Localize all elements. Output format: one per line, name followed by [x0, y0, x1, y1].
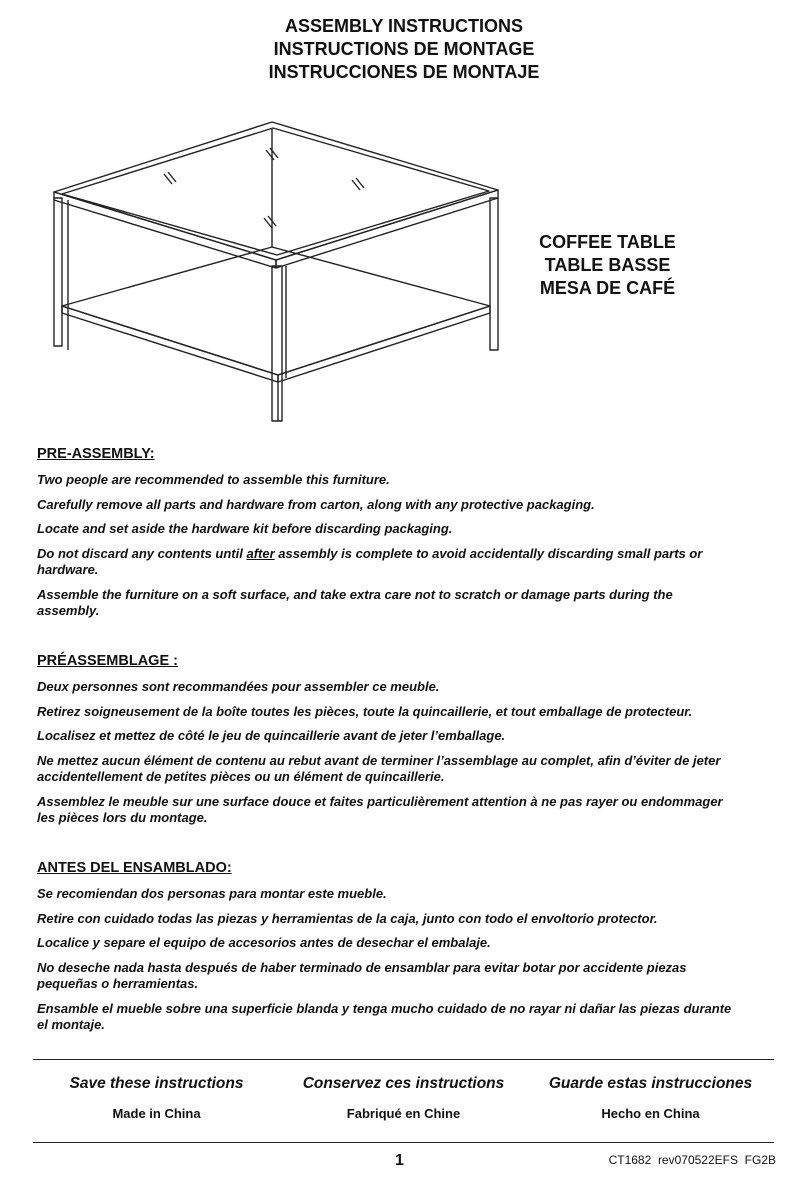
made-in-spanish: Hecho en China	[601, 1106, 700, 1121]
instruction-item: Deux personnes sont recommandées pour assembler ce meuble.	[37, 679, 440, 694]
instruction-item: No deseche nada hasta después de haber terminado de ensamblar para evitar botar por accidente piezas pequeñas o herramientas.	[37, 959, 687, 991]
instruction-text: assembly is complete to avoid accidentally discarding small parts or hardware.	[37, 545, 703, 577]
instruction-item: Assemblez le meuble sur une surface douce et faites particulièrement attention à ne pas rayer ou endommager les pièces lors du montage.	[37, 793, 723, 825]
section-heading: PRE-ASSEMBLY:	[37, 446, 155, 462]
pre-assembly-english-section	[37, 446, 737, 628]
instruction-item: Two people are recommended to assemble this furniture.	[37, 472, 390, 487]
instruction-item: Carefully remove all parts and hardware from carton, along with any protective packaging.	[37, 496, 595, 512]
save-instructions-spanish: Guarde estas instrucciones	[548, 1075, 753, 1092]
pre-assembly-french-section	[37, 653, 737, 835]
save-instructions-row	[33, 1075, 774, 1093]
pre-assembly-spanish-section	[37, 860, 737, 1042]
product-name-block	[500, 231, 715, 300]
section-heading: PRÉASSEMBLAGE :	[37, 653, 178, 669]
instruction-item: Retire con cuidado todas las piezas y herramientas de la caja, junto con todo el envoltorio protector.	[37, 910, 658, 926]
product-name-french: TABLE BASSE	[544, 255, 671, 275]
instruction-item	[37, 546, 737, 579]
title-spanish: INSTRUCCIONES DE MONTAJE	[268, 62, 540, 82]
instruction-text: Do not discard any contents until	[37, 545, 247, 561]
instruction-item: Localice y separe el equipo de accesorios antes de desechar el embalaje.	[37, 935, 491, 950]
footer-top-divider	[33, 1059, 774, 1060]
save-instructions-french: Conservez ces instructions	[302, 1075, 505, 1092]
instruction-item: Retirez soigneusement de la boîte toutes les pièces, toute la quincaillerie, et tout emballage de protecteur.	[37, 703, 693, 719]
section-heading: ANTES DEL ENSAMBLADO:	[37, 860, 232, 876]
made-in-english: Made in China	[112, 1106, 201, 1121]
instruction-item: Locate and set aside the hardware kit before discarding packaging.	[37, 521, 453, 536]
underlined-word: after	[246, 545, 275, 561]
title-french: INSTRUCTIONS DE MONTAGE	[273, 39, 535, 59]
instruction-item: Ne mettez aucun élément de contenu au rebut avant de terminer l’assemblage au complet, afin d’éviter de jeter accidentellement de petites pièces ou un élément de quincaillerie.	[37, 752, 721, 784]
made-in-row	[33, 1106, 774, 1121]
instruction-item: Ensamble el mueble sobre una superficie blanda y tenga mucho cuidado de no rayar ni dañar las piezas durante el montaje.	[37, 1000, 732, 1032]
made-in-french: Fabriqué en Chine	[346, 1106, 461, 1121]
instruction-item: Localisez et mettez de côté le jeu de quincaillerie avant de jeter l’emballage.	[37, 728, 506, 743]
product-name-english: COFFEE TABLE	[539, 232, 676, 252]
document-code: CT1682 rev070522EFS FG2B	[608, 1153, 776, 1167]
document-title-block	[0, 15, 808, 84]
coffee-table-illustration	[40, 110, 510, 430]
instruction-item: Assemble the furniture on a soft surface, and take extra care not to scratch or damage parts during the assembly.	[37, 586, 673, 618]
title-english: ASSEMBLY INSTRUCTIONS	[284, 16, 524, 36]
product-name-spanish: MESA DE CAFÉ	[539, 278, 676, 298]
footer-bottom-divider	[33, 1142, 774, 1143]
instruction-item: Se recomiendan dos personas para montar este mueble.	[37, 886, 387, 901]
save-instructions-english: Save these instructions	[69, 1075, 244, 1092]
page-number: 1	[395, 1152, 404, 1169]
